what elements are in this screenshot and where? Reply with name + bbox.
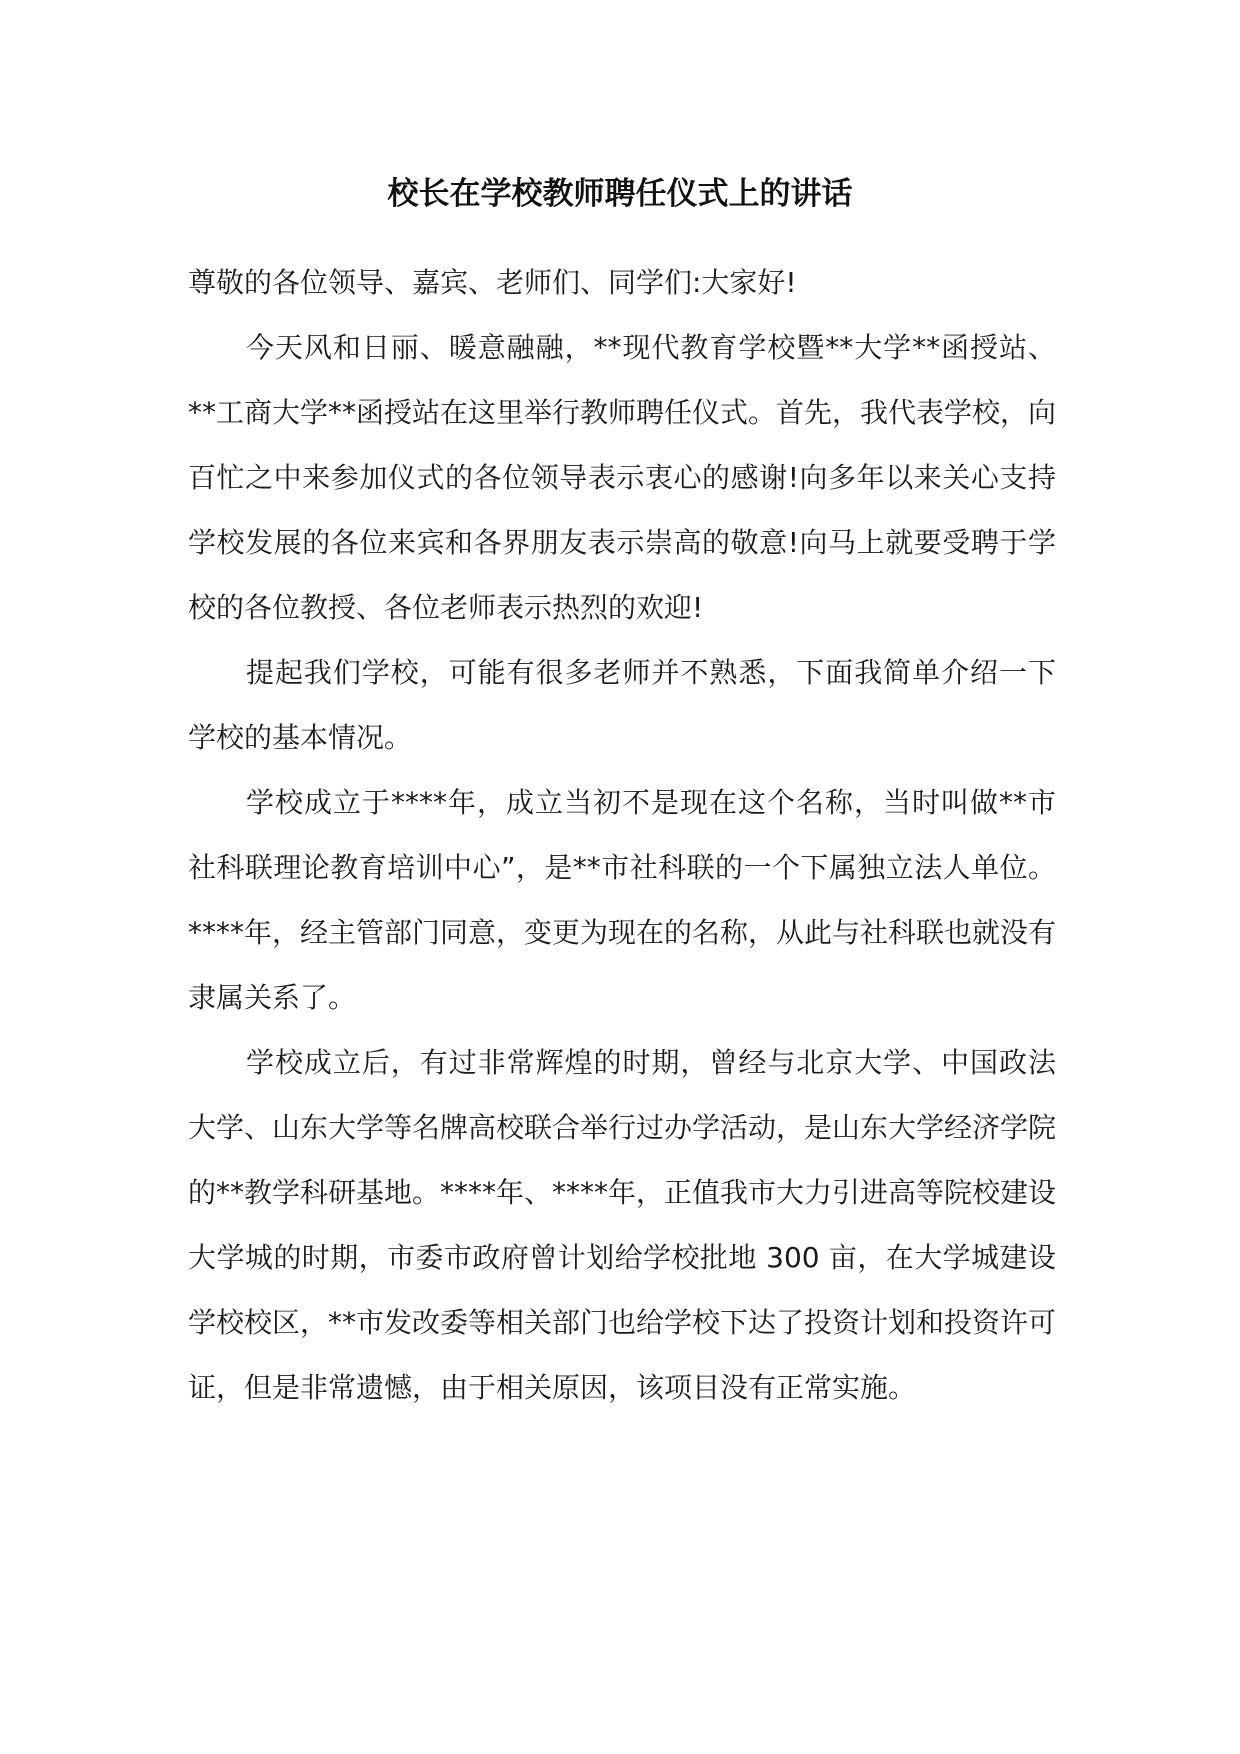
- paragraph-opening: 今天风和日丽、暖意融融，**现代教育学校暨**大学**函授站、**工商大学**函授站在这里举行教师聘任仪式。首先，我代表学校，向百忙之中来参加仪式的各位领导表示衷心的感谢!向多年以来关心支持学校发展的各位来宾和各界朋友表示崇高的敬意!向马上就要受聘于学校的各位教授、各位老师表示热烈的欢迎!: [188, 331, 1057, 624]
- paragraph-development: 学校成立后，有过非常辉煌的时期，曾经与北京大学、中国政法大学、山东大学等名牌高校联合举行过办学活动，是山东大学经济学院的**教学科研基地。****年、****年，正值我市大力引进高等院校建设大学城的时期，市委市政府曾计划给学校批地 300 亩，在大学城建设学校校区，**市发改委等相关部门也给学校下达了投资计划和投资许可证，但是非常遗憾，由于相关原因，该项目没有正常实施。: [188, 1046, 1057, 1404]
- salutation: 尊敬的各位领导、嘉宾、老师们、同学们:大家好!: [188, 266, 797, 299]
- paragraph-intro: 提起我们学校，可能有很多老师并不熟悉，下面我简单介绍一下学校的基本情况。: [188, 656, 1056, 754]
- paragraph-history: 学校成立于****年，成立当初不是现在这个名称，当时叫做**市社科联理论教育培训中心”，是**市社科联的一个下属独立法人单位。****年，经主管部门同意，变更为现在的名称，从此与社科联也就没有隶属关系了。: [188, 786, 1057, 1014]
- document-title: 校长在学校教师聘任仪式上的讲话: [387, 176, 853, 212]
- document-body: [188, 250, 1056, 1420]
